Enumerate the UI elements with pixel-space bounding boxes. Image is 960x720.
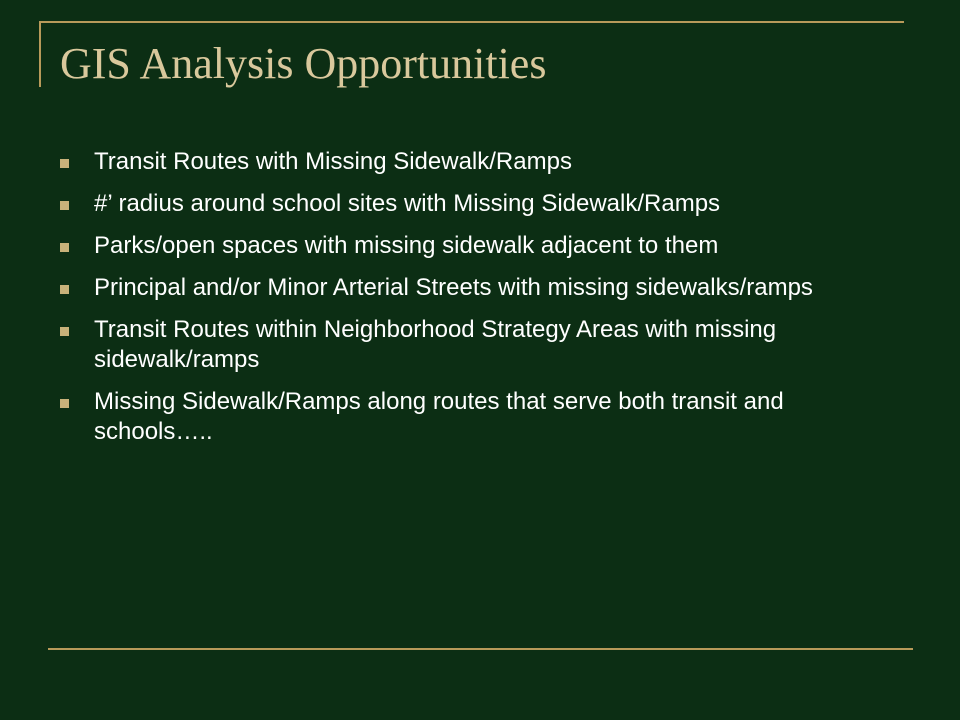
bullet-item <box>60 315 900 375</box>
square-bullet-icon <box>60 243 69 252</box>
frame-top-rule <box>39 21 904 23</box>
frame-left-rule <box>39 21 41 87</box>
slide-title: GIS Analysis Opportunities <box>60 39 547 88</box>
bullet-item <box>60 147 900 177</box>
bullet-item <box>60 387 900 447</box>
bullet-text: Missing Sidewalk/Ramps along routes that serve both transit and schools….. <box>94 388 784 445</box>
frame-bottom-rule <box>48 648 913 650</box>
square-bullet-icon <box>60 285 69 294</box>
bullet-text: #’ radius around school sites with Missing Sidewalk/Ramps <box>94 190 721 217</box>
square-bullet-icon <box>60 399 69 408</box>
bullet-text: Transit Routes within Neighborhood Strategy Areas with missing sidewalk/ramps <box>94 316 777 373</box>
square-bullet-icon <box>60 159 69 168</box>
bullet-item <box>60 189 900 219</box>
bullet-item <box>60 273 900 303</box>
bullet-text: Transit Routes with Missing Sidewalk/Ramps <box>94 148 572 175</box>
bullet-text: Parks/open spaces with missing sidewalk adjacent to them <box>94 232 719 259</box>
square-bullet-icon <box>60 201 69 210</box>
square-bullet-icon <box>60 327 69 336</box>
bullet-text: Principal and/or Minor Arterial Streets with missing sidewalks/ramps <box>94 274 813 301</box>
bullet-list <box>60 147 900 459</box>
bullet-item <box>60 231 900 261</box>
